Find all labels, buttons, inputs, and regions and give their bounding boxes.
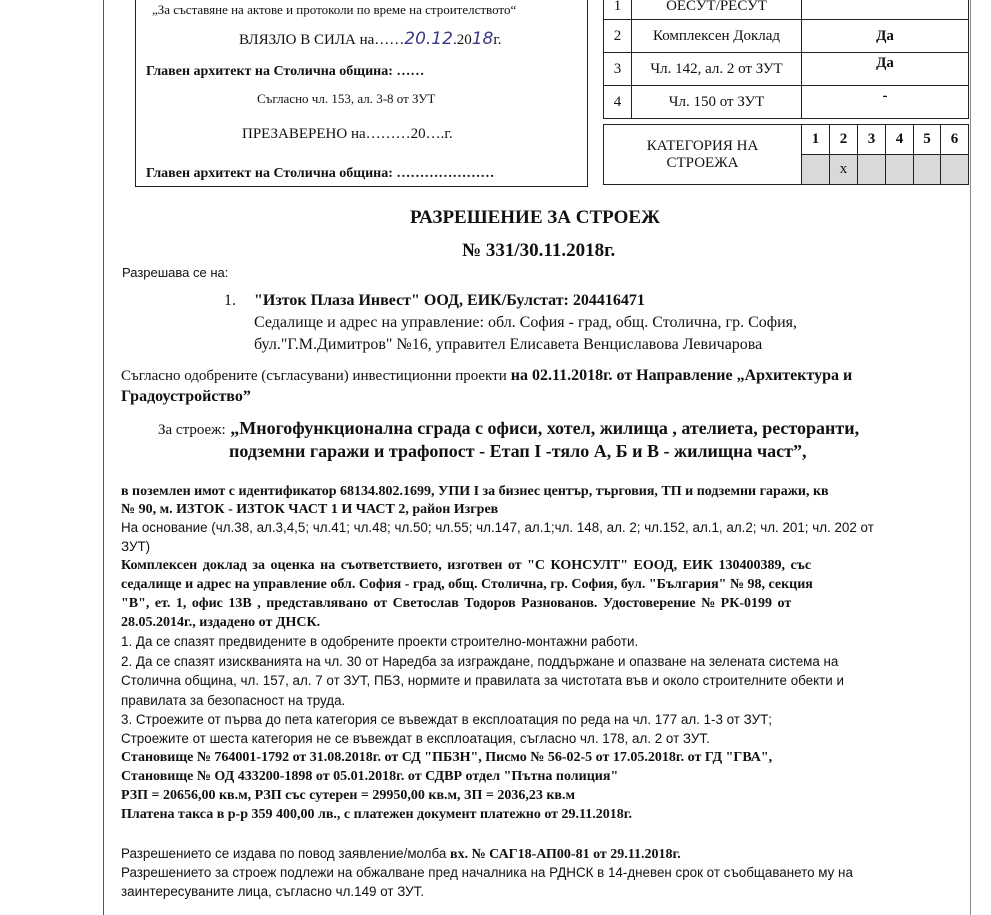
in-force-dots: …… xyxy=(374,32,405,48)
chief-architect-signature-1: Главен архитект на Столична община: …… xyxy=(146,64,425,79)
legal-basis-line-1: На основание (чл.38, ал.3,4,5; чл.41; чл.48; чл.50; чл.55; чл.147, ал.1;чл. 148, ал. 2; чл.152, ал.1, ал.2; чл. 201; чл. 202 от xyxy=(121,520,874,535)
compliance-report-line-4: 28.05.2014г., издадено от ДНСК. xyxy=(121,615,321,630)
register-row xyxy=(604,53,969,86)
holder-address-line-2: бул."Г.М.Димитров" №16, управител Елисавета Венциславова Левичарова xyxy=(254,336,763,353)
register-row-label: ОЕСУТ/РЕСУТ xyxy=(632,0,802,20)
category-label-line-1: КАТЕГОРИЯ НА xyxy=(646,137,759,154)
plot-line-1: в поземлен имот с идентификатор 68134.802.1699, УПИ I за бизнес център, търговия, ТП и подземни гаражи, кв xyxy=(121,484,829,499)
register-row-value: - xyxy=(802,86,969,119)
holder-address-line-1: Седалище и адрес на управление: обл. София - град, общ. Столична, гр. София, xyxy=(254,314,798,331)
condition-3-line-2: Строежите от шеста категория не се въвеждат в експлоатация, съгласно чл. 178, ал. 2 от ЗУТ. xyxy=(121,731,710,746)
for-building-line-1 xyxy=(158,418,859,439)
issued-basis-plain: Разрешението се издава по повод заявление/молба xyxy=(121,846,451,861)
condition-1: 1. Да се спазят предвидените в одобрените проекти строително-монтажни работи. xyxy=(121,634,639,649)
appeal-line-1: Разрешението за строеж подлежи на обжалване пред началника на РДНСК в 14-дневен срок от съобщаването му на xyxy=(121,865,853,880)
category-mark: x xyxy=(830,155,858,185)
register-row-label: Комплексен Доклад xyxy=(632,20,802,53)
condition-3-line-1: 3. Строежите от първа до пета категория се въвеждат в експлоатация по реда на чл. 177 ал. 1-3 от ЗУТ; xyxy=(121,712,772,727)
chief-architect-signature-2: Главен архитект на Столична община: ………………… xyxy=(146,166,495,181)
opinion-line-2: Становище № ОД 433200-1898 от 05.01.2018г. от СДВР отдел "Пътна полиция" xyxy=(121,769,619,784)
register-row-number: 2 xyxy=(604,20,632,53)
approved-projects-plain: Съгласно одобрените (съгласувани) инвестиционни проекти xyxy=(121,368,507,384)
in-force-mid: .20 xyxy=(452,32,472,48)
register-row-value xyxy=(802,0,969,20)
approved-projects-line-2: Градоустройство” xyxy=(121,388,251,405)
appeal-line-2: заинтересуваните лица, съгласно чл.149 от ЗУТ. xyxy=(121,884,425,899)
register-row-number: 1 xyxy=(604,0,632,20)
for-building-prefix: За строеж: xyxy=(158,422,226,438)
category-mark xyxy=(886,155,914,185)
opinion-line-1: Становище № 764001-1792 от 31.08.2018г. от СД "ПБЗН", Писмо № 56-02-5 от 17.05.2018г. от ГД "ГВА", xyxy=(121,750,773,765)
register-row-value: Да xyxy=(802,20,969,53)
in-force-handwritten-year: 18 xyxy=(471,29,494,49)
category-number: 3 xyxy=(858,125,886,155)
category-number: 1 xyxy=(802,125,830,155)
for-building-name-1: „Многофункционална сграда с офиси, хотел, жилища , ателиета, ресторанти, xyxy=(225,418,860,438)
according-article: Съгласно чл. 153, ал. 3-8 от ЗУТ xyxy=(257,91,436,106)
category-number: 2 xyxy=(830,125,858,155)
compliance-report-line-3: "В", ет. 1, офис 13В , представлявано от Светослав Тодоров Разнованов. Удостоверение № РК-0199 от xyxy=(121,596,792,611)
paid-fee: Платена такса в р-р 359 400,00 лв., с платежен документ платежно от 29.11.2018г. xyxy=(121,807,633,822)
condition-2-line-1: 2. Да се спазят изискванията на чл. 30 от Наредба за изграждане, поддържане и опазване на зелената система на xyxy=(121,654,839,669)
category-mark xyxy=(941,155,969,185)
page-left-edge xyxy=(103,0,104,915)
in-force-line xyxy=(239,29,502,49)
category-mark xyxy=(802,155,830,185)
register-row xyxy=(604,86,969,119)
register-table xyxy=(603,0,969,185)
category-mark xyxy=(858,155,886,185)
category-number: 6 xyxy=(941,125,969,155)
in-force-suffix: г. xyxy=(493,32,502,48)
document-number: № 331/30.11.2018г. xyxy=(462,240,616,261)
register-row-number: 4 xyxy=(604,86,632,119)
compliance-report-line-1: Комплексен доклад за оценка на съответствието, изготвен от "С КОНСУЛТ" ЕООД, ЕИК 130400389, със xyxy=(121,558,812,573)
stamp-header-note: „За съставяне на актове и протоколи по време на строителството“ xyxy=(152,2,517,17)
register-row xyxy=(604,0,969,20)
holder-index: 1. xyxy=(224,292,236,309)
category-number-row xyxy=(604,125,969,155)
legal-basis-line-2: ЗУТ) xyxy=(121,539,151,554)
holder-name: "Изток Плаза Инвест" ООД, ЕИК/Булстат: 204416471 xyxy=(254,292,645,309)
document-title: РАЗРЕШЕНИЕ ЗА СТРОЕЖ xyxy=(410,207,660,228)
building-areas: РЗП = 20656,00 кв.м, РЗП със сутерен = 29950,00 кв.м, ЗП = 2036,23 кв.м xyxy=(121,788,575,803)
for-building-line-2: подземни гаражи и трафопост - Етап I -тяло А, Б и В - жилищна част”, xyxy=(229,441,807,461)
category-label-line-2: СТРОЕЖА xyxy=(666,154,739,171)
register-row-number: 3 xyxy=(604,53,632,86)
in-force-prefix: ВЛЯЗЛО В СИЛА на xyxy=(239,32,375,48)
condition-2-line-3: правилата за безопасност на труда. xyxy=(121,693,346,708)
register-row-label: Чл. 150 от ЗУТ xyxy=(632,86,802,119)
approved-projects-line-1 xyxy=(121,367,852,385)
category-number: 4 xyxy=(886,125,914,155)
plot-line-2: № 90, м. ИЗТОК - ИЗТОК ЧАСТ 1 И ЧАСТ 2, район Изгрев xyxy=(121,502,499,517)
issued-basis-line xyxy=(121,846,681,863)
issued-basis-request: вх. № САГ18-АП00-81 от 29.11.2018г. xyxy=(450,847,681,862)
in-force-handwritten-day: 20.12 xyxy=(404,29,453,49)
register-row xyxy=(604,20,969,53)
category-mark xyxy=(914,155,941,185)
permits-to-label: Разрешава се на: xyxy=(122,265,229,280)
register-row-label: Чл. 142, ал. 2 от ЗУТ xyxy=(632,53,802,86)
page-right-edge xyxy=(970,0,971,915)
category-label-cell xyxy=(604,125,802,185)
compliance-report-line-2: седалище и адрес на управление обл. София - град, общ. Столична, гр. София, бул. "България" № 98, секция xyxy=(121,577,813,592)
condition-2-line-2: Столична община, чл. 157, ал. 7 от ЗУТ, ПБЗ, нормите и правилата за чистотата във и около строителните обекти и xyxy=(121,673,844,688)
category-number: 5 xyxy=(914,125,941,155)
re-certified-line: ПРЕЗАВЕРЕНО на………20….г. xyxy=(242,126,453,142)
approved-projects-bold: на 02.11.2018г. от Направление „Архитектура и xyxy=(506,367,853,384)
register-row-value: Да xyxy=(802,53,969,86)
